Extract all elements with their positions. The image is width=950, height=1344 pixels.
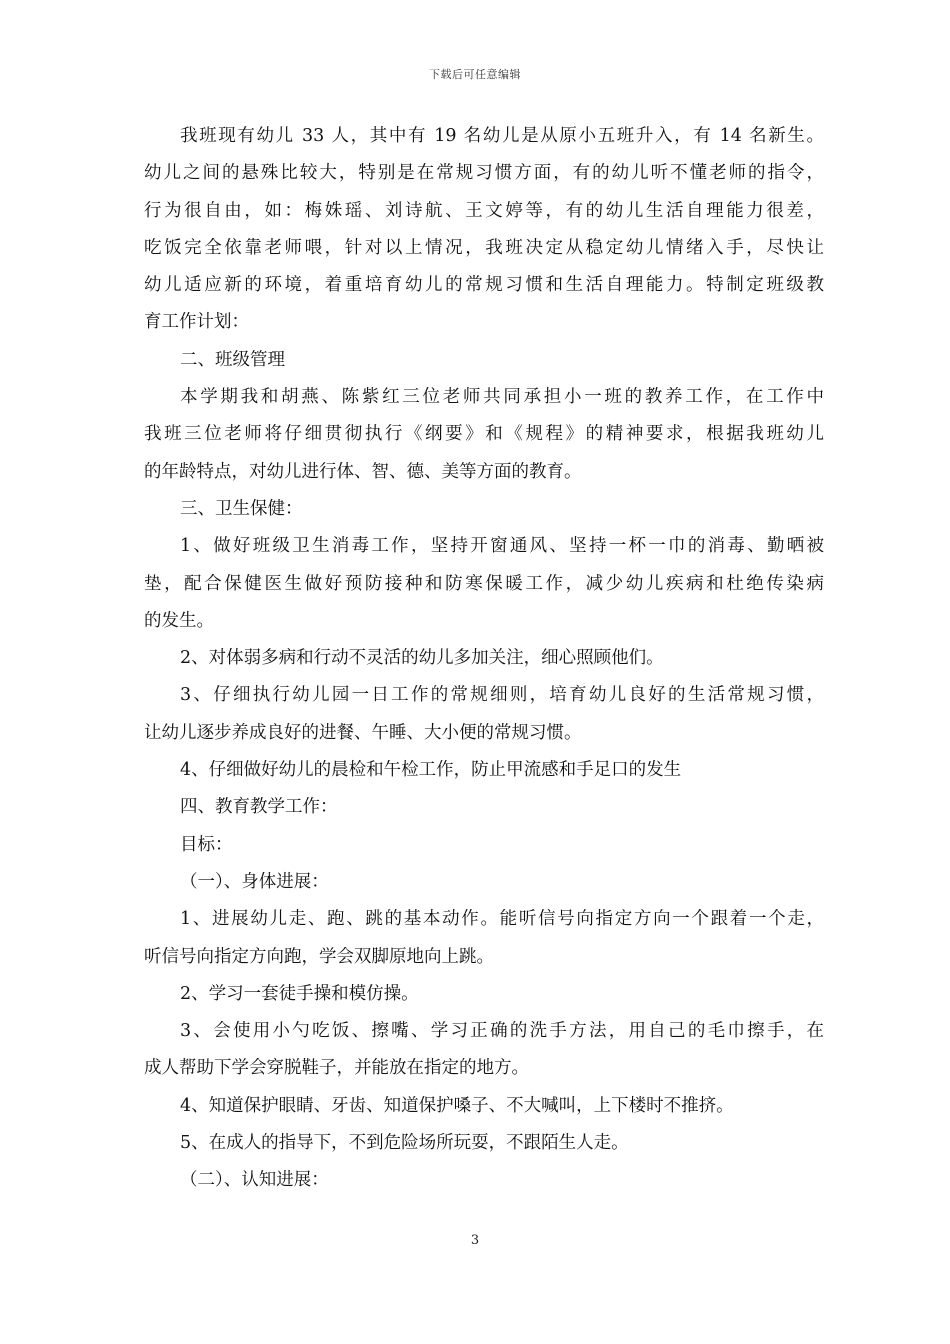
paragraph-line: 成人帮助下学会穿脱鞋子，并能放在指定的地方。 xyxy=(144,1058,529,1079)
paragraph-line: 4、仔细做好幼儿的晨检和午检工作，防止甲流感和手足口的发生 xyxy=(180,760,682,781)
paragraph-line: 垫，配合保健医生做好预防接种和防寒保暖工作，减少幼儿疾病和杜绝传染病 xyxy=(144,573,824,594)
paragraph-line: 3、仔细执行幼儿园一日工作的常规细则，培育幼儿良好的生活常规习惯， xyxy=(180,685,824,706)
page-number: 3 xyxy=(470,1233,480,1248)
document-body xyxy=(144,118,824,1200)
paragraph-line: 的发生。 xyxy=(144,610,214,631)
paragraph-line: 5、在成人的指导下，不到危险场所玩耍，不跟陌生人走。 xyxy=(180,1133,629,1154)
subsection-heading: （一）、身体进展： xyxy=(180,871,329,892)
subsection-heading: （二）、认知进展： xyxy=(180,1170,329,1191)
paragraph-line: 幼儿之间的悬殊比较大，特别是在常规习惯方面，有的幼儿听不懂老师的指令， xyxy=(144,163,824,184)
paragraph-line: 听信号向指定方向跑，学会双脚原地向上跳。 xyxy=(144,946,494,967)
paragraph-line: 吃饭完全依靠老师喂，针对以上情况，我班决定从稳定幼儿情绪入手，尽快让 xyxy=(144,237,824,258)
paragraph-line: 我班三位老师将仔细贯彻执行《纲要》和《规程》的精神要求，根据我班幼儿 xyxy=(144,424,824,445)
section-heading: 二、班级管理 xyxy=(180,349,285,370)
page-header: 下载后可任意编辑 xyxy=(429,68,521,81)
paragraph-line: 3、会使用小勺吃饭、擦嘴、学习正确的洗手方法，用自己的毛巾擦手，在 xyxy=(180,1021,824,1042)
paragraph-line: 的年龄特点，对幼儿进行体、智、德、美等方面的教育。 xyxy=(144,461,582,482)
paragraph-line: 幼儿适应新的环境，着重培育幼儿的常规习惯和生活自理能力。特制定班级教 xyxy=(144,275,824,296)
paragraph-line: 育工作计划： xyxy=(144,312,249,333)
paragraph-line: 1、做好班级卫生消毒工作，坚持开窗通风、坚持一杯一巾的消毒、勤晒被 xyxy=(180,536,824,557)
paragraph-line: 4、知道保护眼睛、牙齿、知道保护嗓子、不大喊叫，上下楼时不推挤。 xyxy=(180,1095,734,1116)
paragraph-line: 2、对体弱多病和行动不灵活的幼儿多加关注，细心照顾他们。 xyxy=(180,648,664,669)
section-heading: 三、卫生保健： xyxy=(180,498,303,519)
paragraph-line: 2、学习一套徒手操和模仿操。 xyxy=(180,983,419,1004)
section-heading: 四、教育教学工作： xyxy=(180,797,338,818)
paragraph-line: 1、进展幼儿走、跑、跳的基本动作。能听信号向指定方向一个跟着一个走， xyxy=(180,909,824,930)
paragraph-line: 让幼儿逐步养成良好的进餐、午睡、大小便的常规习惯。 xyxy=(144,722,582,743)
paragraph-line: 我班现有幼儿 33 人，其中有 19 名幼儿是从原小五班升入，有 14 名新生。 xyxy=(180,126,824,146)
paragraph-line: 本学期我和胡燕、陈紫红三位老师共同承担小一班的教养工作，在工作中 xyxy=(180,387,824,408)
paragraph-line: 行为很自由，如：梅姝瑶、刘诗航、王文婷等，有的幼儿生活自理能力很差， xyxy=(144,200,824,221)
subsection-heading: 目标： xyxy=(180,834,233,855)
